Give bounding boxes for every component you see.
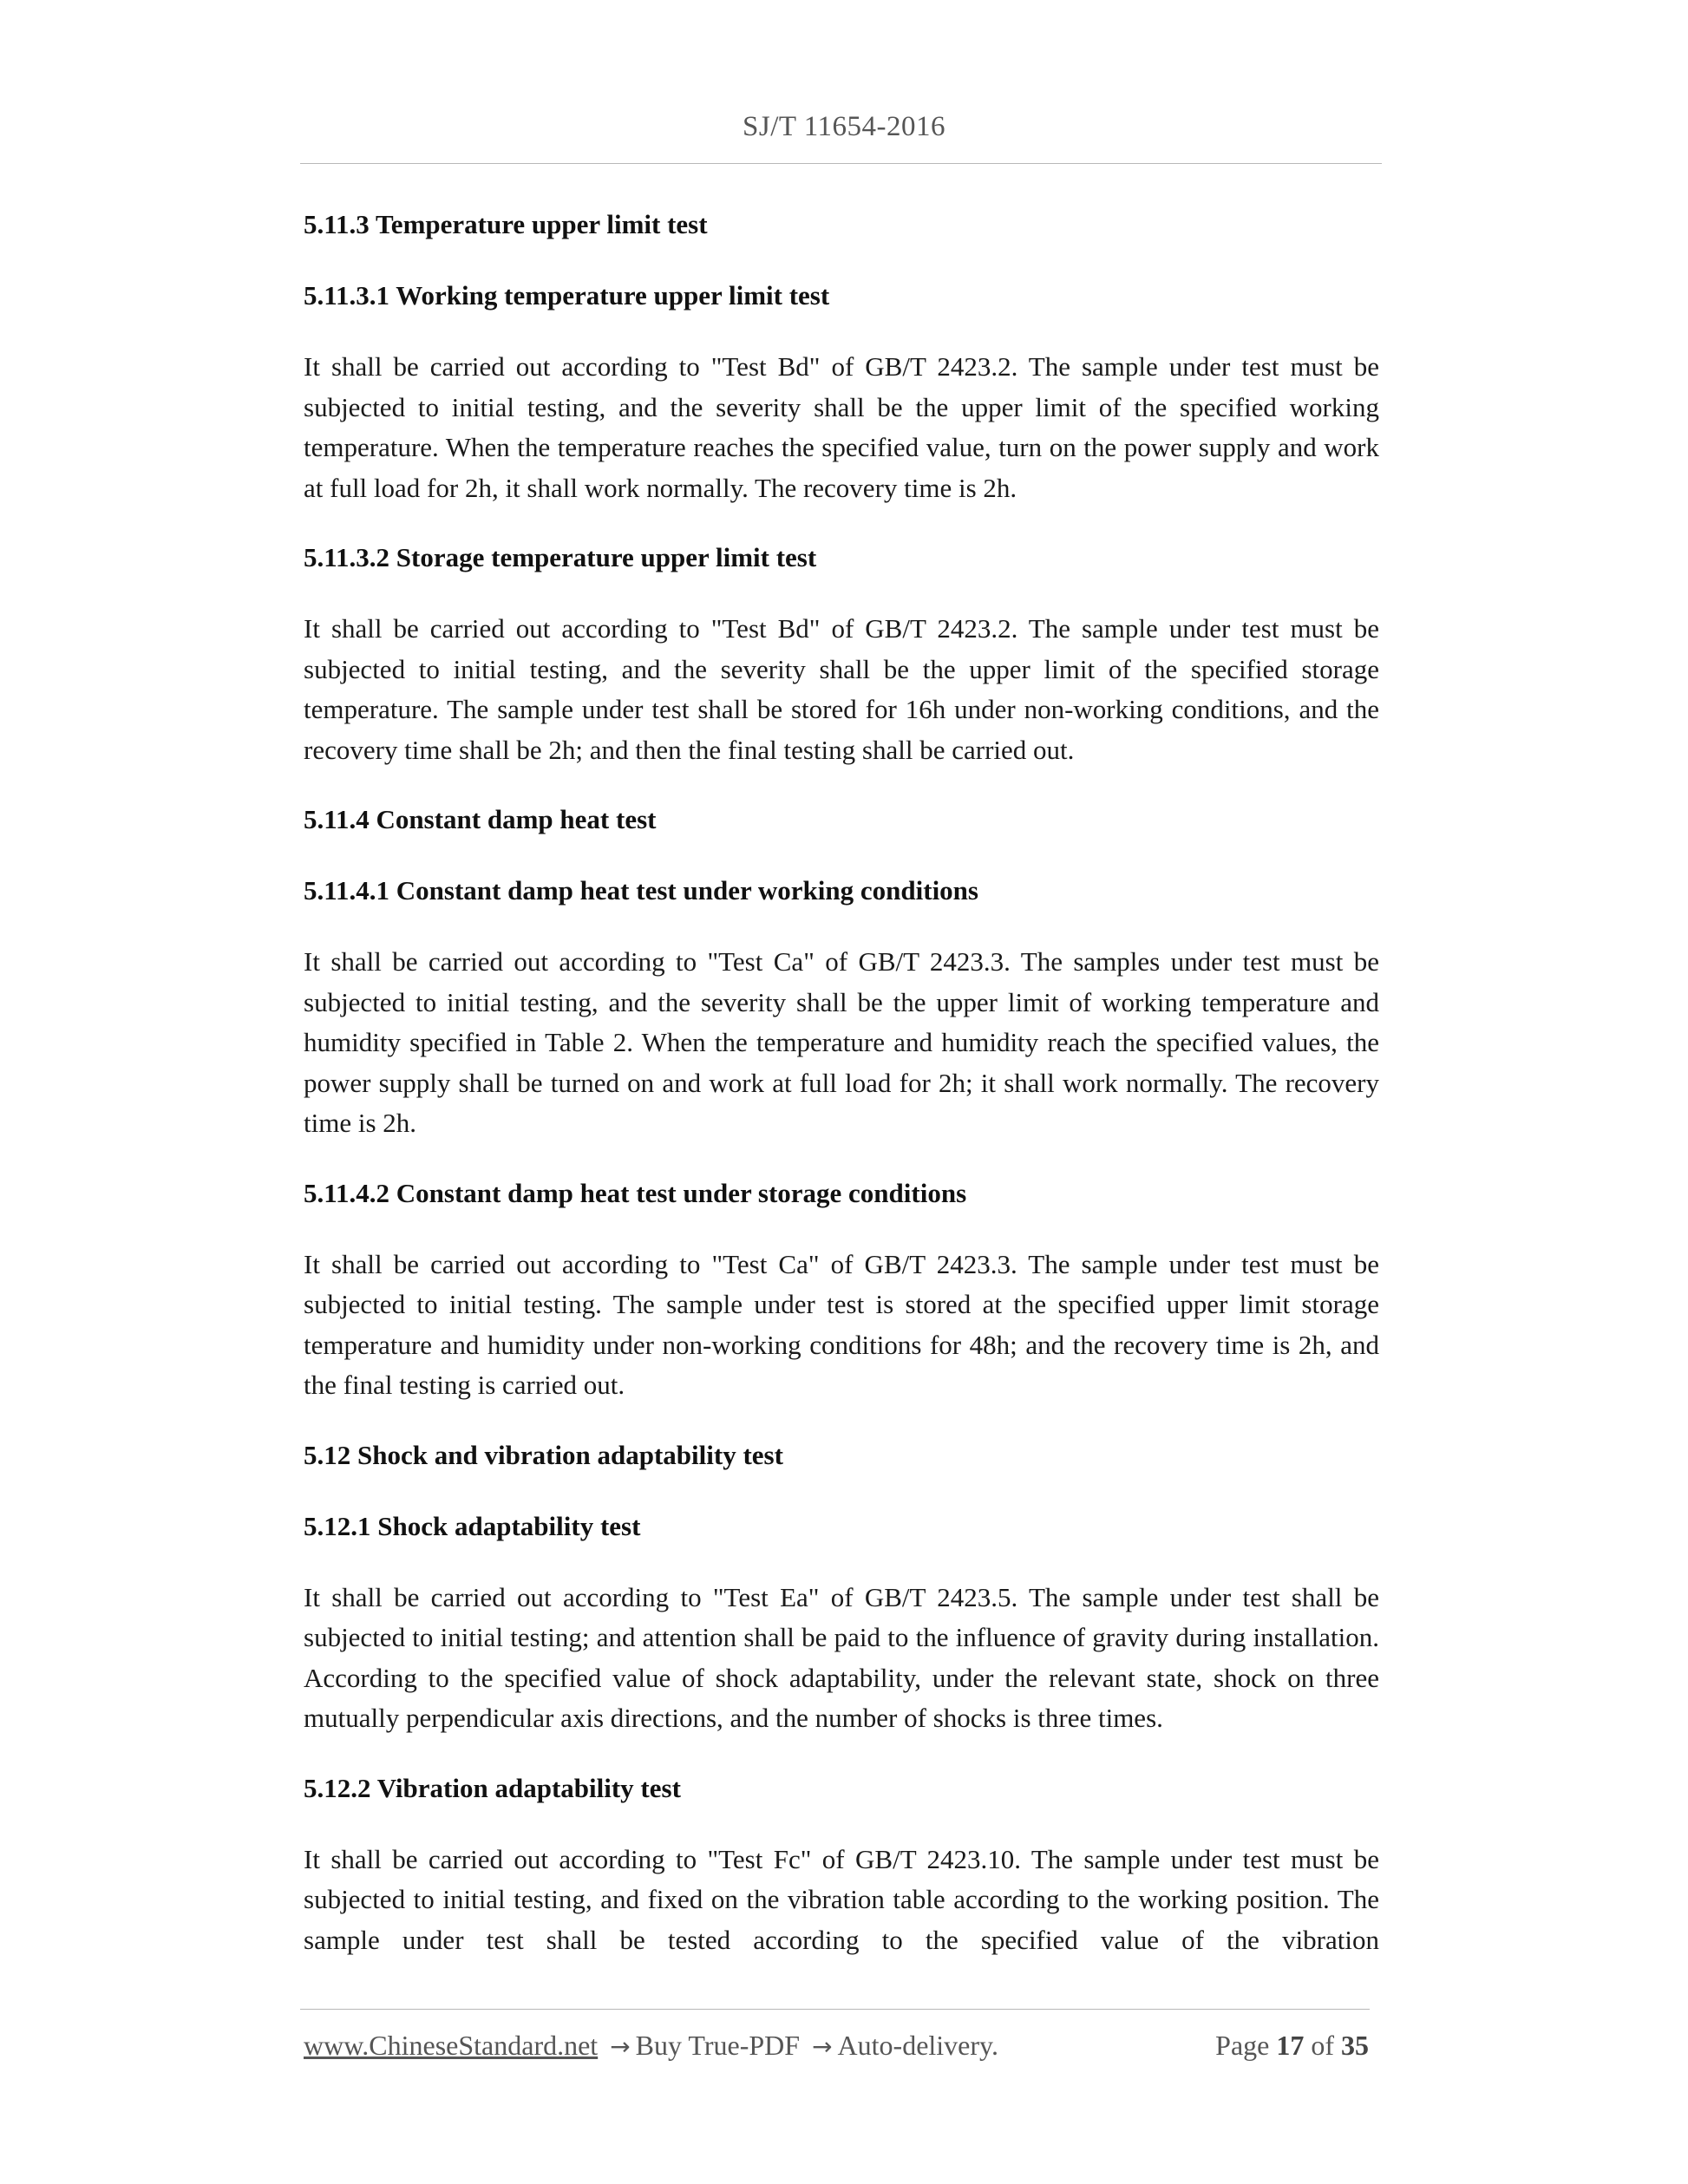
section-heading-5-12: 5.12 Shock and vibration adaptability test bbox=[304, 1439, 783, 1470]
buy-pdf-text: Buy True-PDF bbox=[635, 2030, 801, 2061]
section-heading-5-12-2: 5.12.2 Vibration adaptability test bbox=[304, 1772, 681, 1803]
document-body bbox=[304, 205, 1379, 1990]
section-heading-5-11-4-1: 5.11.4.1 Constant damp heat test under working conditions bbox=[304, 875, 978, 906]
website-link[interactable]: www.ChineseStandard.net bbox=[304, 2030, 599, 2061]
section-heading-5-11-3: 5.11.3 Temperature upper limit test bbox=[304, 209, 708, 239]
footer-promo bbox=[304, 2030, 998, 2062]
page-total: 35 bbox=[1341, 2030, 1369, 2061]
section-heading-5-11-4: 5.11.4 Constant damp heat test bbox=[304, 804, 657, 834]
section-heading-5-11-3-2: 5.11.3.2 Storage temperature upper limit test bbox=[304, 542, 817, 572]
section-text-5-11-4-2: It shall be carried out according to "Test Ca" of GB/T 2423.3. The sample under test must be subjected to initial testing. The sample under test is stored at the specified upper limit storage temperature and humidity under non-working conditions for 48h; and the recovery time is 2h, and the final testing is carried out. bbox=[304, 1248, 1379, 1400]
page-label: Page bbox=[1215, 2030, 1270, 2061]
section-heading-5-11-3-1: 5.11.3.1 Working temperature upper limit test bbox=[304, 280, 830, 311]
header-divider bbox=[300, 163, 1382, 164]
page-number bbox=[1215, 2030, 1369, 2062]
auto-delivery-text: Auto-delivery. bbox=[837, 2030, 998, 2061]
section-text-5-11-3-1: It shall be carried out according to "Test Bd" of GB/T 2423.2. The sample under test must be subjected to initial testing, and the severity shall be the upper limit of the specified working temperature. When the temperature reaches the specified value, turn on the power supply and work at full load for 2h, it shall work normally. The recovery time is 2h. bbox=[304, 351, 1379, 503]
of-label: of bbox=[1311, 2030, 1334, 2061]
page-current: 17 bbox=[1276, 2030, 1305, 2061]
section-text-5-12-2: It shall be carried out according to "Test Fc" of GB/T 2423.10. The sample under test must be subjected to initial testing, and fixed on the vibration table according to the working position. The sample under test shall be tested according to the specified value of the vibration bbox=[304, 1843, 1379, 1955]
footer-divider bbox=[300, 2009, 1370, 2010]
section-text-5-11-4-1: It shall be carried out according to "Test Ca" of GB/T 2423.3. The samples under test must be subjected to initial testing, and the severity shall be the upper limit of working temperature and humidity specified in Table 2. When the temperature and humidity reach the specified values, the power supply shall be turned on and work at full load for 2h; it shall work normally. The recovery time is 2h. bbox=[304, 946, 1379, 1138]
page-footer bbox=[304, 2030, 1369, 2068]
section-heading-5-11-4-2: 5.11.4.2 Constant damp heat test under storage conditions bbox=[304, 1177, 967, 1208]
section-text-5-12-1: It shall be carried out according to "Test Ea" of GB/T 2423.5. The sample under test shall be subjected to initial testing; and attention shall be paid to the influence of gravity during installation. According to the specified value of shock adaptability, under the relevant state, shock on three mutually perpendicular axis directions, and the number of shocks is three times. bbox=[304, 1581, 1379, 1733]
arrow-right-icon: → bbox=[812, 2032, 833, 2061]
document-id-header: SJ/T 11654-2016 bbox=[743, 111, 945, 142]
section-text-5-11-3-2: It shall be carried out according to "Test Bd" of GB/T 2423.2. The sample under test must be subjected to initial testing, and the severity shall be the upper limit of the specified storage temperature. The sample under test shall be stored for 16h under non-working conditions, and the recovery time shall be 2h; and then the final testing shall be carried out. bbox=[304, 613, 1379, 765]
section-heading-5-12-1: 5.12.1 Shock adaptability test bbox=[304, 1510, 641, 1541]
arrow-right-icon: → bbox=[610, 2032, 631, 2061]
